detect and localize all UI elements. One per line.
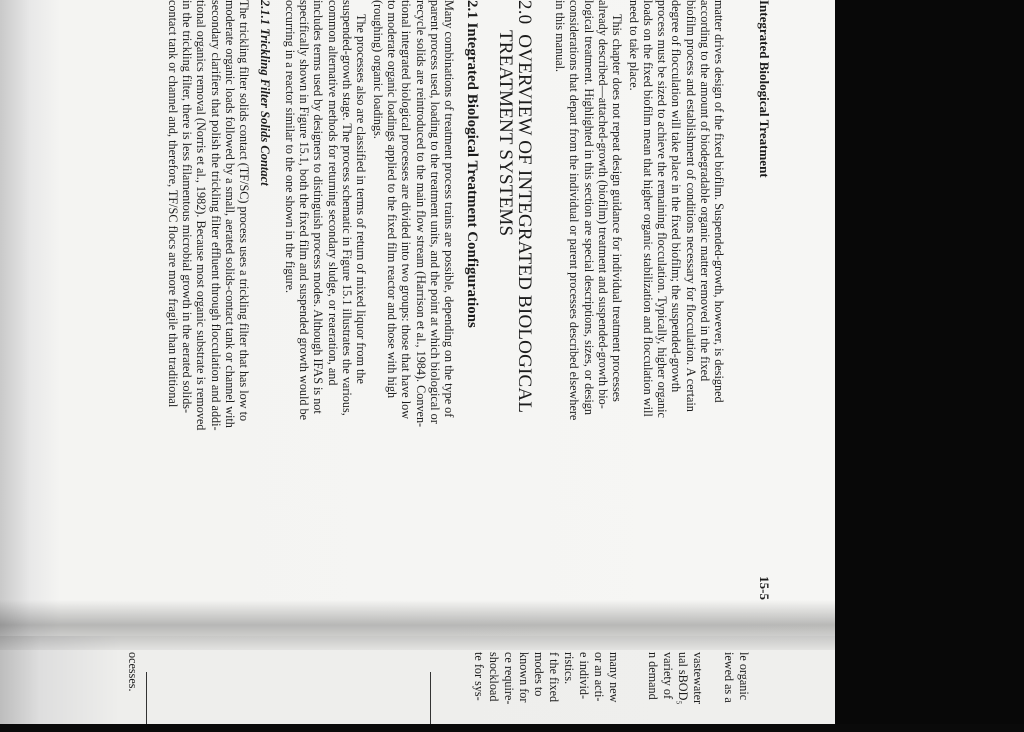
text-line: according to the amount of biodegradable organic matter removed in the fixed bbox=[697, 0, 712, 382]
subsection-heading-2-1-1: 2.1.1 Trickling Filter Solids Contact bbox=[258, 0, 272, 186]
rule bbox=[430, 672, 431, 724]
text-fragment: ristics. bbox=[562, 652, 576, 685]
text-line: loads on the fixed biofilm mean that higher organic stabilization and flocculation will bbox=[640, 0, 655, 417]
rule bbox=[146, 672, 147, 724]
text-line: This chapter does not repeat design guidance for individual treatment processes bbox=[610, 14, 624, 402]
text-line: Many combinations of treatment process trains are possible, depending on the type of bbox=[442, 0, 456, 418]
text-fragment: variety of bbox=[661, 652, 675, 700]
text-line: tional integrated biological processes are divided into two groups: those that have low bbox=[399, 0, 414, 420]
text-line: The processes also are classified in terms of return of mixed liquor from the bbox=[354, 14, 368, 384]
text-line: tional organics removal (Norris et al., 1982). Because most organic substrate is removed bbox=[194, 0, 209, 431]
text-fragment: ce require- bbox=[502, 652, 516, 705]
text-line: degree of flocculation will take place in the fixed biofilm; the suspended-growth bbox=[669, 0, 684, 393]
text-fragment: iewed as a bbox=[722, 652, 736, 703]
text-fragment: e individ- bbox=[577, 652, 591, 700]
text-line: considerations that depart from the individual or parent processes described elsewhere bbox=[567, 0, 582, 421]
text-line: includes terms used by designers to distinguish process modes. Although IFAS is not bbox=[311, 0, 326, 414]
text-fragment: te for sys- bbox=[472, 652, 486, 701]
text-fragment: ocesses. bbox=[126, 652, 140, 692]
text-fragment: n demand bbox=[646, 652, 660, 700]
section-number: 2.0 bbox=[514, 0, 535, 25]
text-fragment: known for bbox=[517, 652, 531, 703]
text-line: already described—attached-growth (biofilm) treatment and suspended-growth bio- bbox=[595, 0, 610, 409]
text-line: need to take place. bbox=[626, 0, 641, 91]
text-line: in the trickling filter, there is less filamentous microbial growth in the aerated solids- bbox=[180, 0, 195, 414]
text-line: suspended-growth stage. The process schematic in Figure 15.1 illustrates the various, bbox=[339, 0, 354, 416]
text-fragment: le organic bbox=[737, 652, 751, 701]
section-heading-2-1: 2.1 Integrated Biological Treatment Configurations bbox=[464, 0, 480, 328]
text-line: (roughing) organic loadings. bbox=[370, 0, 385, 139]
text-line: process must be sized to achieve the remaining flocculation. Typically, higher organic bbox=[655, 0, 670, 418]
text-line: parent process used, loading to the treatment units, and the point at which biological or bbox=[427, 0, 442, 424]
text-line: specifically shown in Figure 15.1, both the fixed film and suspended growth would be bbox=[297, 0, 312, 421]
text-line: logical treatment. Highlighted in this section are special descriptions, sizes, or design bbox=[581, 0, 596, 415]
text-line: biofilm process and establishment of conditions necessary for flocculation. A certain bbox=[683, 0, 698, 412]
text-fragment: shockload bbox=[487, 652, 501, 702]
text-line: The trickling filter solids contact (TF/SC) process uses a trickling filter that has low to bbox=[237, 0, 251, 422]
text-line: in this manual. bbox=[553, 0, 568, 73]
text-fragment: f the fixed bbox=[547, 652, 561, 703]
text-line: to moderate organic loadings applied to the fixed film reactor and those with high bbox=[385, 0, 400, 399]
text-line: contact tank or channel and, therefore, TF/SC flocs are more fragile than traditional bbox=[165, 0, 180, 408]
text-line: secondary clarifiers that polish the trickling filter effluent through flocculation and addi- bbox=[208, 0, 223, 431]
running-title: Integrated Biological Treatment bbox=[757, 0, 772, 178]
text-line: matter drives design of the fixed biofilm. Suspended-growth, however, is designed bbox=[712, 0, 726, 403]
text-line: moderate organic loads followed by a small, aerated solids-contact tank or channel with bbox=[222, 0, 237, 428]
text-fragment: or an acti- bbox=[592, 652, 606, 702]
section-title-line-2: TREATMENT SYSTEMS bbox=[495, 30, 516, 237]
text-line: common alternative methods for returning secondary sludge, or reaeration, and bbox=[325, 0, 340, 386]
section-title-line-1: OVERVIEW OF INTEGRATED BIOLOGICAL bbox=[514, 34, 535, 414]
text-fragment: ual sBOD₅ bbox=[676, 652, 690, 705]
text-fragment: vastewater bbox=[691, 652, 705, 705]
text-fragment: modes to bbox=[532, 652, 546, 697]
text-line: recycle solids are reintroduced to the main flow stream (Harrison et al., 1984). Conven- bbox=[413, 0, 428, 428]
text-line: occurring in a reactor similar to the one shown in the figure. bbox=[282, 0, 297, 294]
text-fragment: many new bbox=[607, 652, 621, 703]
page-number: 15-5 bbox=[757, 576, 772, 600]
